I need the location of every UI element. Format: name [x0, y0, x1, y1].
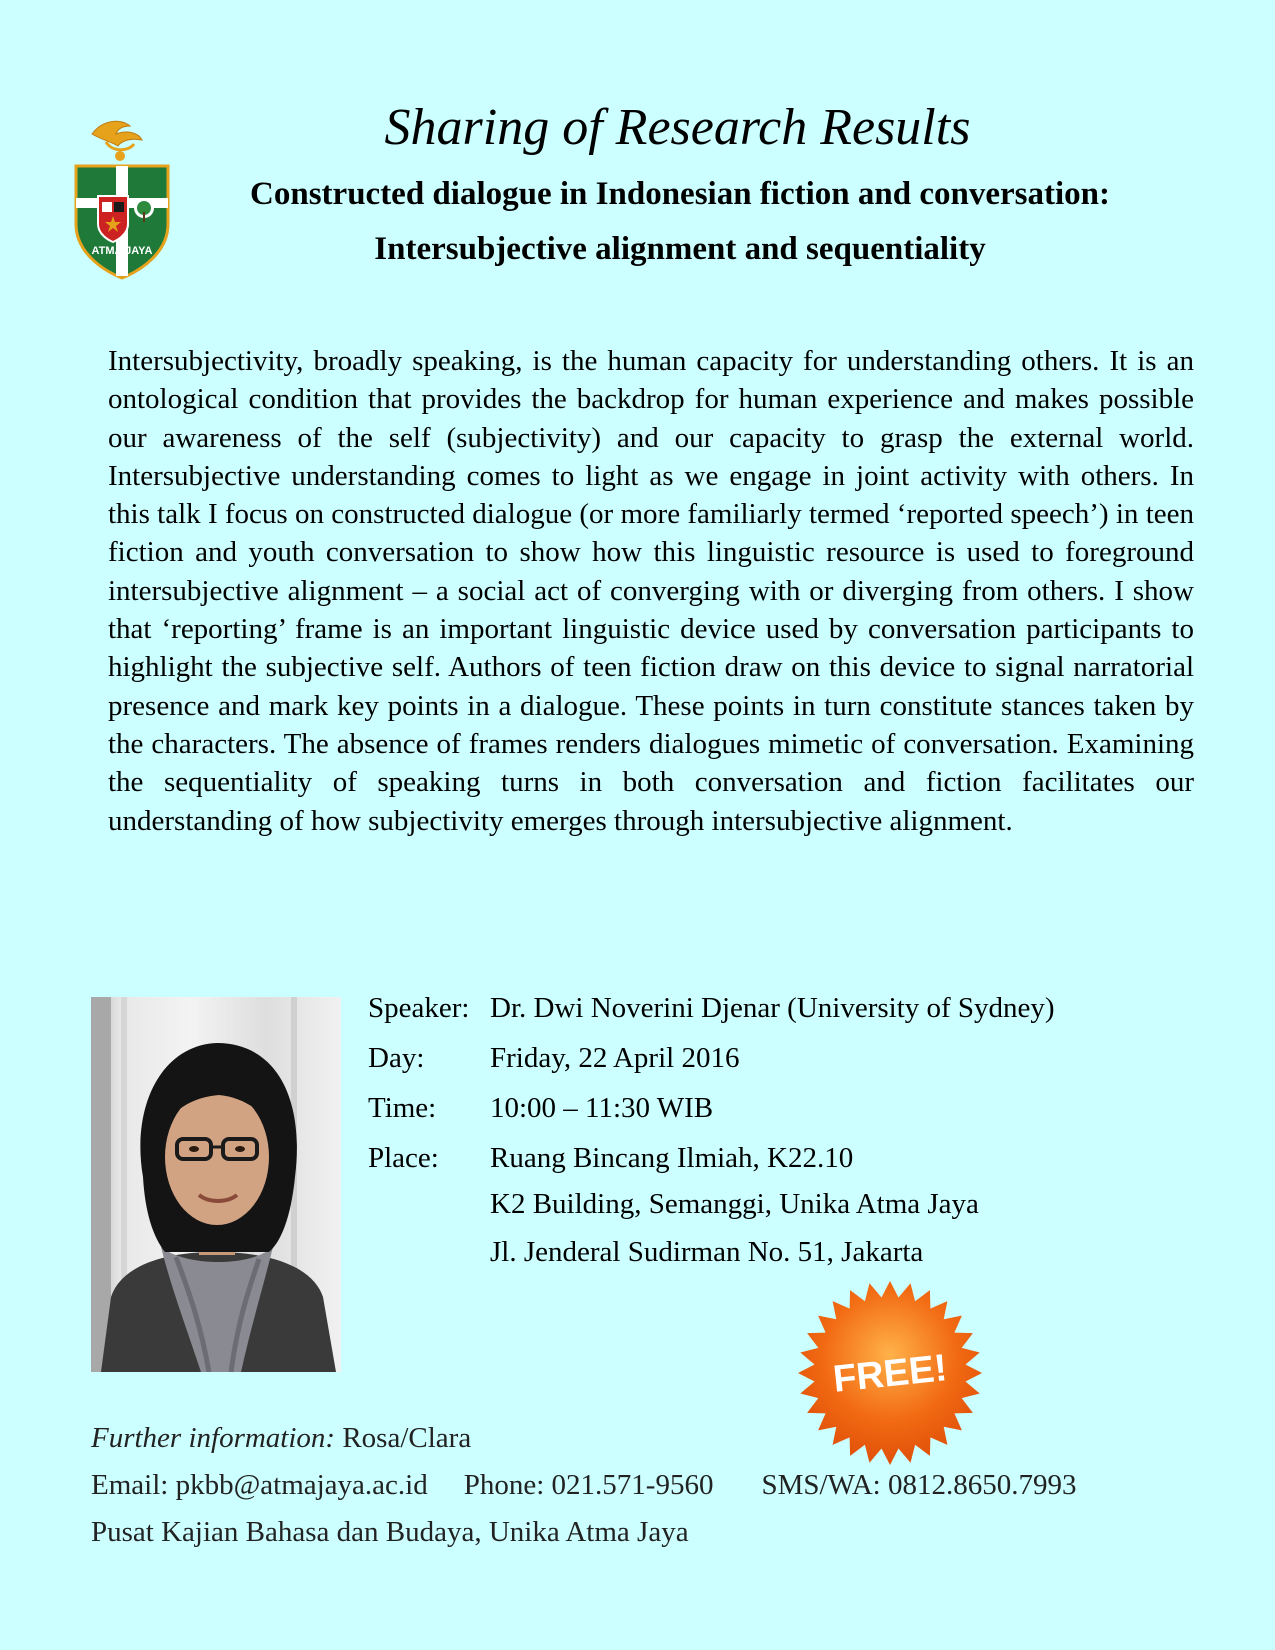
time-row [368, 1090, 713, 1126]
place-line2: K2 Building, Semanggi, Unika Atma Jaya [490, 1188, 979, 1220]
further-info-value: Rosa/Clara [335, 1422, 472, 1454]
place-line1: Ruang Bincang Ilmiah, K22.10 [490, 1142, 854, 1174]
place-row [368, 1140, 853, 1176]
organization-line: Pusat Kajian Bahasa dan Budaya, Unika Atma Jaya [91, 1516, 689, 1548]
place-line3: Jl. Jenderal Sudirman No. 51, Jakarta [490, 1236, 924, 1268]
talk-title-line1: Constructed dialogue in Indonesian fiction and conversation: [250, 176, 1110, 212]
speaker-value: Dr. Dwi Noverini Djenar (University of Sydney) [490, 992, 1055, 1024]
day-value: Friday, 22 April 2016 [490, 1042, 740, 1074]
further-info-label: Further information: [91, 1422, 336, 1454]
phone-text: Phone: 021.571-9560 [463, 1469, 714, 1501]
page-title: Sharing of Research Results [384, 99, 971, 156]
day-label: Day: [368, 1042, 425, 1074]
abstract-paragraph: Intersubjectivity, broadly speaking, is the human capacity for understanding others. It is an ontological condition that provides the backdrop for human experience and makes possible our awareness of the self (subjectivity) and our capacity to grasp the external world. Intersubjective understanding comes to light as we engage in joint activity with others. In this talk I focus on constructed dialogue (or more familiarly termed ‘reported speech’) in teen fiction and youth conversation to show how this linguistic resource is used to foreground intersubjective alignment – a social act of converging with or diverging from others. I show that ‘reporting’ frame is an important linguistic device used by conversation participants to highlight the subjective self. Authors of teen fiction draw on this device to signal narratorial presence and mark key points in a dialogue. These points in turn constitute stances taken by the characters. The absence of frames renders dialogues mimetic of conversation. Examining the sequentiality of speaking turns in both conversation and fiction facilitates our understanding of how subjectivity emerges through intersubjective alignment. [108, 345, 1194, 837]
logo-text: ATMA JAYA [91, 245, 153, 257]
time-value: 10:00 – 11:30 WIB [490, 1092, 714, 1124]
talk-title-line2: Intersubjective alignment and sequentiality [374, 231, 986, 267]
free-badge [795, 1278, 985, 1468]
speaker-row [368, 990, 1055, 1026]
email-text: Email: pkbb@atmajaya.ac.id [91, 1469, 428, 1501]
further-info-line [91, 1420, 471, 1456]
sms-text: SMS/WA: 0812.8650.7993 [761, 1469, 1077, 1501]
time-label: Time: [368, 1092, 437, 1124]
free-badge-text: FREE! [831, 1347, 949, 1401]
speaker-photo [91, 997, 341, 1372]
place-label: Place: [368, 1142, 439, 1174]
speaker-label: Speaker: [368, 992, 470, 1024]
contact-line [91, 1467, 1076, 1503]
day-row [368, 1040, 739, 1076]
speaker-portrait [91, 997, 341, 1372]
